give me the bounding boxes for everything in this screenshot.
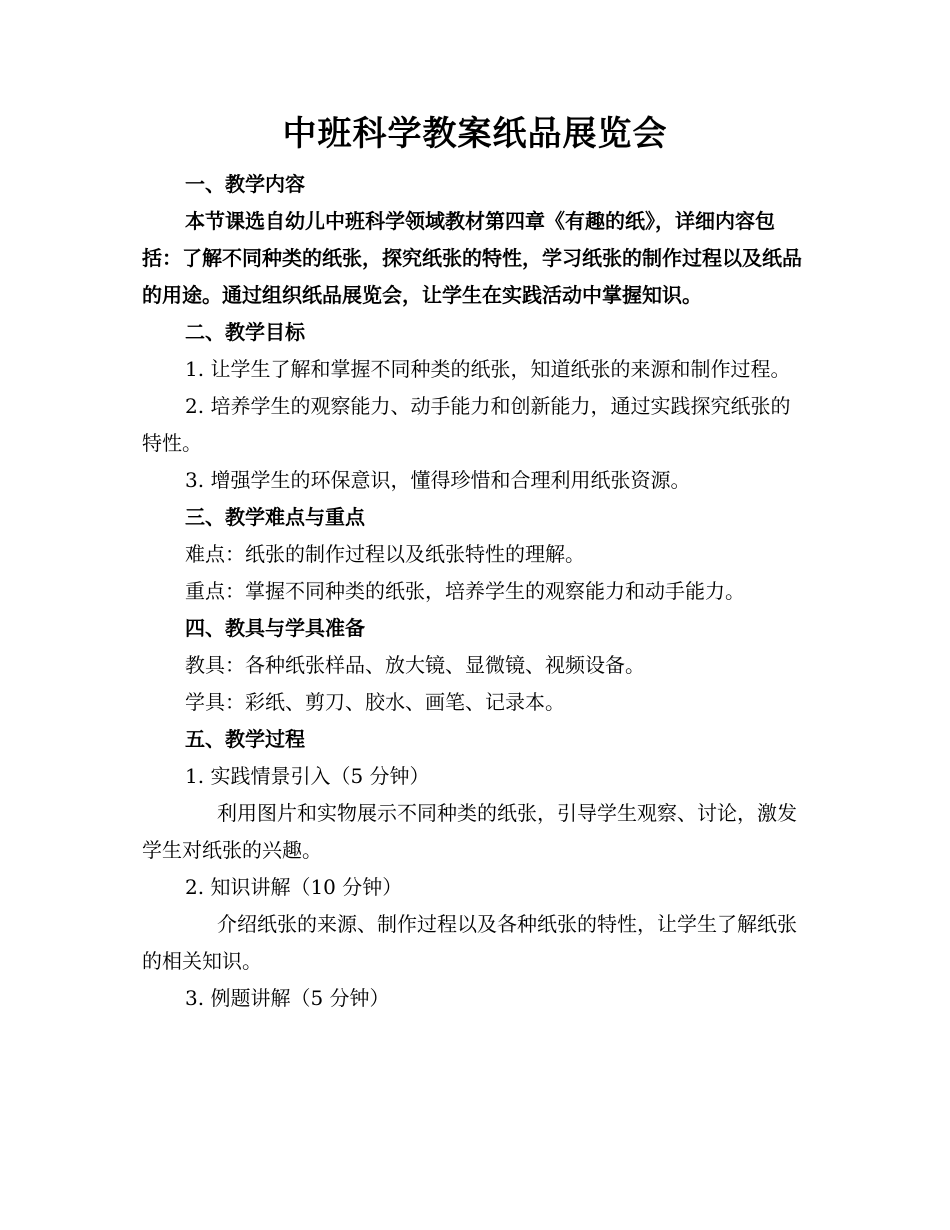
teacher-tools-text: 教具：各种纸张样品、放大镜、显微镜、视频设备。: [185, 653, 645, 677]
student-tools-text: 学具：彩纸、剪刀、胶水、画笔、记录本。: [185, 690, 565, 714]
objective-item: 3. 增强学生的环保意识，懂得珍惜和合理利用纸张资源。: [185, 468, 691, 492]
process-step-label: 3. 例题讲解（5 分钟）: [185, 986, 390, 1010]
content-paragraph: 本节课选自幼儿中班科学领域教材第四章《有趣的纸》，详细内容包括：了解不同种类的纸张，探究纸张的特性，学习纸张的制作过程以及纸品的用途。通过组织纸品展览会，让学生在实践活动中掌握知识。: [142, 209, 802, 307]
objective-item: 1. 让学生了解和掌握不同种类的纸张，知道纸张的来源和制作过程。: [185, 357, 791, 381]
objective-item: 2. 培养学生的观察能力、动手能力和创新能力，通过实践探究纸张的特性。: [142, 394, 791, 455]
document-title: 中班科学教案纸品展览会: [282, 114, 668, 154]
process-step-description: 介绍纸张的来源、制作过程以及各种纸张的特性，让学生了解纸张的相关知识。: [142, 912, 797, 973]
document-body: [142, 166, 806, 1017]
process-step-description: 利用图片和实物展示不同种类的纸张，引导学生观察、讨论，激发学生对纸张的兴趣。: [142, 801, 797, 862]
process-step-label: 1. 实践情景引入（5 分钟）: [185, 764, 430, 788]
difficulty-text: 难点：纸张的制作过程以及纸张特性的理解。: [185, 542, 585, 566]
section-heading-process: 五、教学过程: [185, 727, 305, 751]
section-heading-difficulties: 三、教学难点与重点: [185, 505, 365, 529]
section-heading-objectives: 二、教学目标: [185, 320, 305, 344]
process-step-label: 2. 知识讲解（10 分钟）: [185, 875, 403, 899]
key-point-text: 重点：掌握不同种类的纸张，培养学生的观察能力和动手能力。: [185, 579, 745, 603]
section-heading-materials: 四、教具与学具准备: [185, 616, 365, 640]
section-heading-content: 一、教学内容: [185, 172, 305, 196]
